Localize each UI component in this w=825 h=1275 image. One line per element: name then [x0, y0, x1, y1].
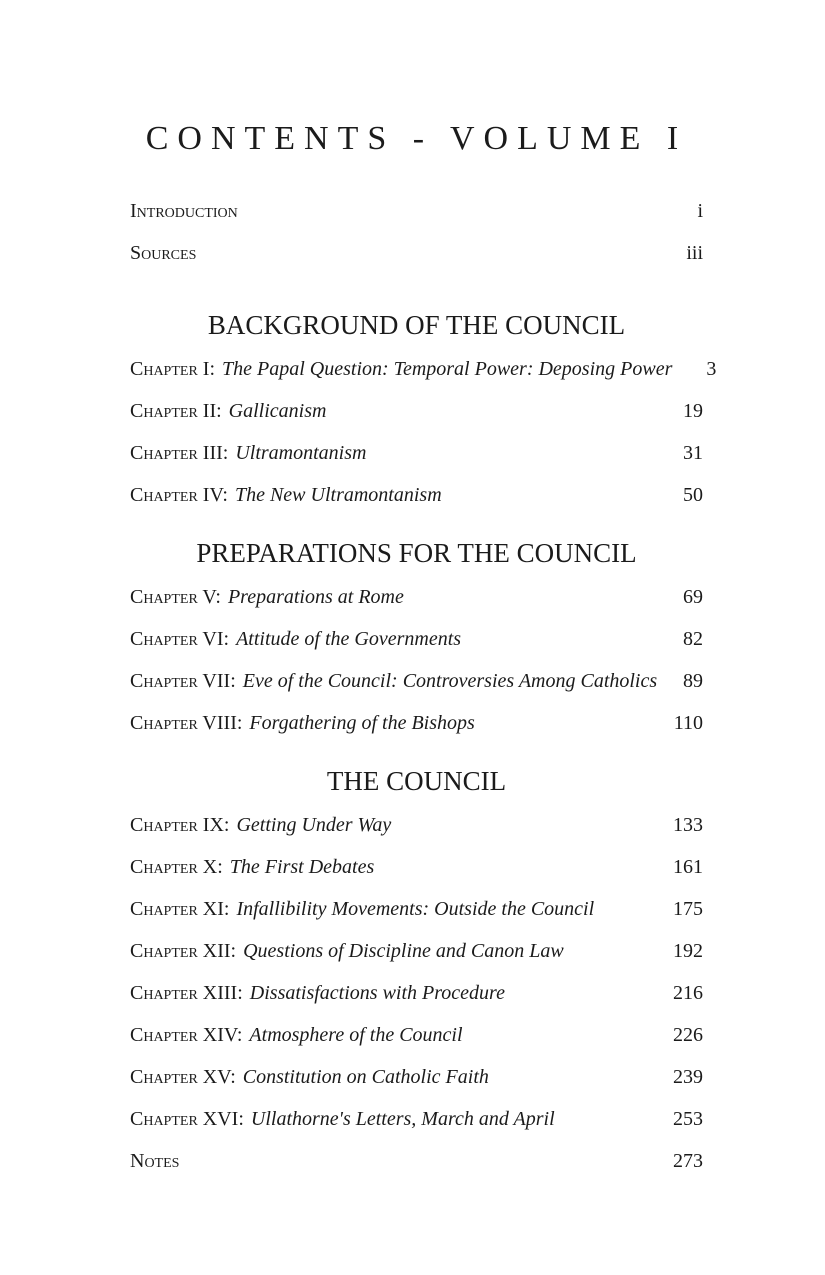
toc-entry — [130, 710, 703, 736]
toc-entry — [130, 626, 703, 652]
section-heading: PREPARATIONS FOR THE COUNCIL — [196, 538, 637, 568]
toc-entry — [130, 1022, 703, 1048]
page-number: 31 — [683, 442, 703, 464]
toc-entry-introduction — [130, 198, 703, 224]
page-number: 161 — [673, 856, 703, 878]
page-number: 216 — [673, 982, 703, 1004]
toc-entry — [130, 482, 703, 508]
page-title: CONTENTS - VOLUME I — [145, 120, 688, 157]
chapter-label: Chapter XII: — [130, 940, 237, 962]
chapter-label: Chapter I: — [130, 358, 216, 380]
chapter-title: The First Debates — [229, 856, 375, 878]
chapter-title: Eve of the Council: Controversies Among Catholics — [242, 670, 658, 692]
page-number: 273 — [673, 1150, 703, 1172]
chapter-title: Ullathorne's Letters, March and April — [250, 1108, 555, 1130]
page-number: 239 — [673, 1066, 703, 1088]
chapter-title: Constitution on Catholic Faith — [242, 1066, 489, 1088]
page-number: 192 — [673, 940, 703, 962]
page-number: 175 — [673, 898, 703, 920]
chapter-title: Attitude of the Governments — [236, 628, 462, 650]
toc-entry — [130, 1106, 703, 1132]
page-number: 82 — [683, 628, 703, 650]
page-number: 89 — [683, 670, 703, 692]
chapter-label: Chapter VI: — [130, 628, 230, 650]
page-number: 110 — [673, 712, 703, 734]
contents-text-block — [130, 0, 717, 1174]
toc-entry — [130, 398, 703, 424]
entry-label: Sources — [130, 242, 197, 264]
chapter-label: Chapter II: — [130, 400, 222, 422]
page-number: 50 — [683, 484, 703, 506]
chapter-label: Chapter XVI: — [130, 1108, 244, 1130]
entry-label: Notes — [130, 1150, 180, 1172]
chapter-title: Preparations at Rome — [227, 586, 404, 608]
page-number: 133 — [673, 814, 703, 836]
toc-entry — [130, 980, 703, 1006]
page-number: iii — [686, 242, 703, 264]
chapter-title: Getting Under Way — [236, 814, 392, 836]
toc-entry — [130, 1064, 703, 1090]
page-number: 253 — [673, 1108, 703, 1130]
chapter-label: Chapter VII: — [130, 670, 236, 692]
page-number: 226 — [673, 1024, 703, 1046]
chapter-title: Ultramontanism — [235, 442, 367, 464]
toc-entry — [130, 938, 703, 964]
entry-label: Introduction — [130, 200, 238, 222]
chapter-label: Chapter XIV: — [130, 1024, 243, 1046]
toc-entry — [130, 668, 703, 694]
toc-entry — [130, 440, 703, 466]
toc-entry-notes — [130, 1148, 703, 1174]
toc-entry — [130, 854, 703, 880]
chapter-label: Chapter XIII: — [130, 982, 243, 1004]
chapter-title: Gallicanism — [228, 400, 327, 422]
section-heading: THE COUNCIL — [326, 766, 507, 796]
section-heading: BACKGROUND OF THE COUNCIL — [207, 310, 626, 340]
chapter-label: Chapter XV: — [130, 1066, 236, 1088]
page-number: 3 — [706, 358, 717, 380]
toc-entry — [130, 584, 703, 610]
chapter-title: Atmosphere of the Council — [249, 1024, 463, 1046]
chapter-title: The Papal Question: Temporal Power: Deposing Power — [222, 358, 673, 380]
chapter-title: The New Ultramontanism — [234, 484, 442, 506]
chapter-title: Questions of Discipline and Canon Law — [243, 940, 564, 962]
chapter-title: Infallibility Movements: Outside the Council — [236, 898, 595, 920]
chapter-title: Forgathering of the Bishops — [249, 712, 475, 734]
toc-entry — [130, 812, 703, 838]
page-number: 69 — [683, 586, 703, 608]
chapter-label: Chapter VIII: — [130, 712, 243, 734]
chapter-title: Dissatisfactions with Procedure — [249, 982, 505, 1004]
chapter-label: Chapter III: — [130, 442, 229, 464]
chapter-label: Chapter IV: — [130, 484, 228, 506]
toc-entry — [130, 356, 717, 382]
page-number: i — [697, 200, 703, 222]
chapter-label: Chapter V: — [130, 586, 221, 608]
chapter-label: Chapter IX: — [130, 814, 230, 836]
chapter-label: Chapter XI: — [130, 898, 230, 920]
page-number: 19 — [683, 400, 703, 422]
toc-entry-sources — [130, 240, 703, 266]
chapter-label: Chapter X: — [130, 856, 223, 878]
toc-entry — [130, 896, 703, 922]
